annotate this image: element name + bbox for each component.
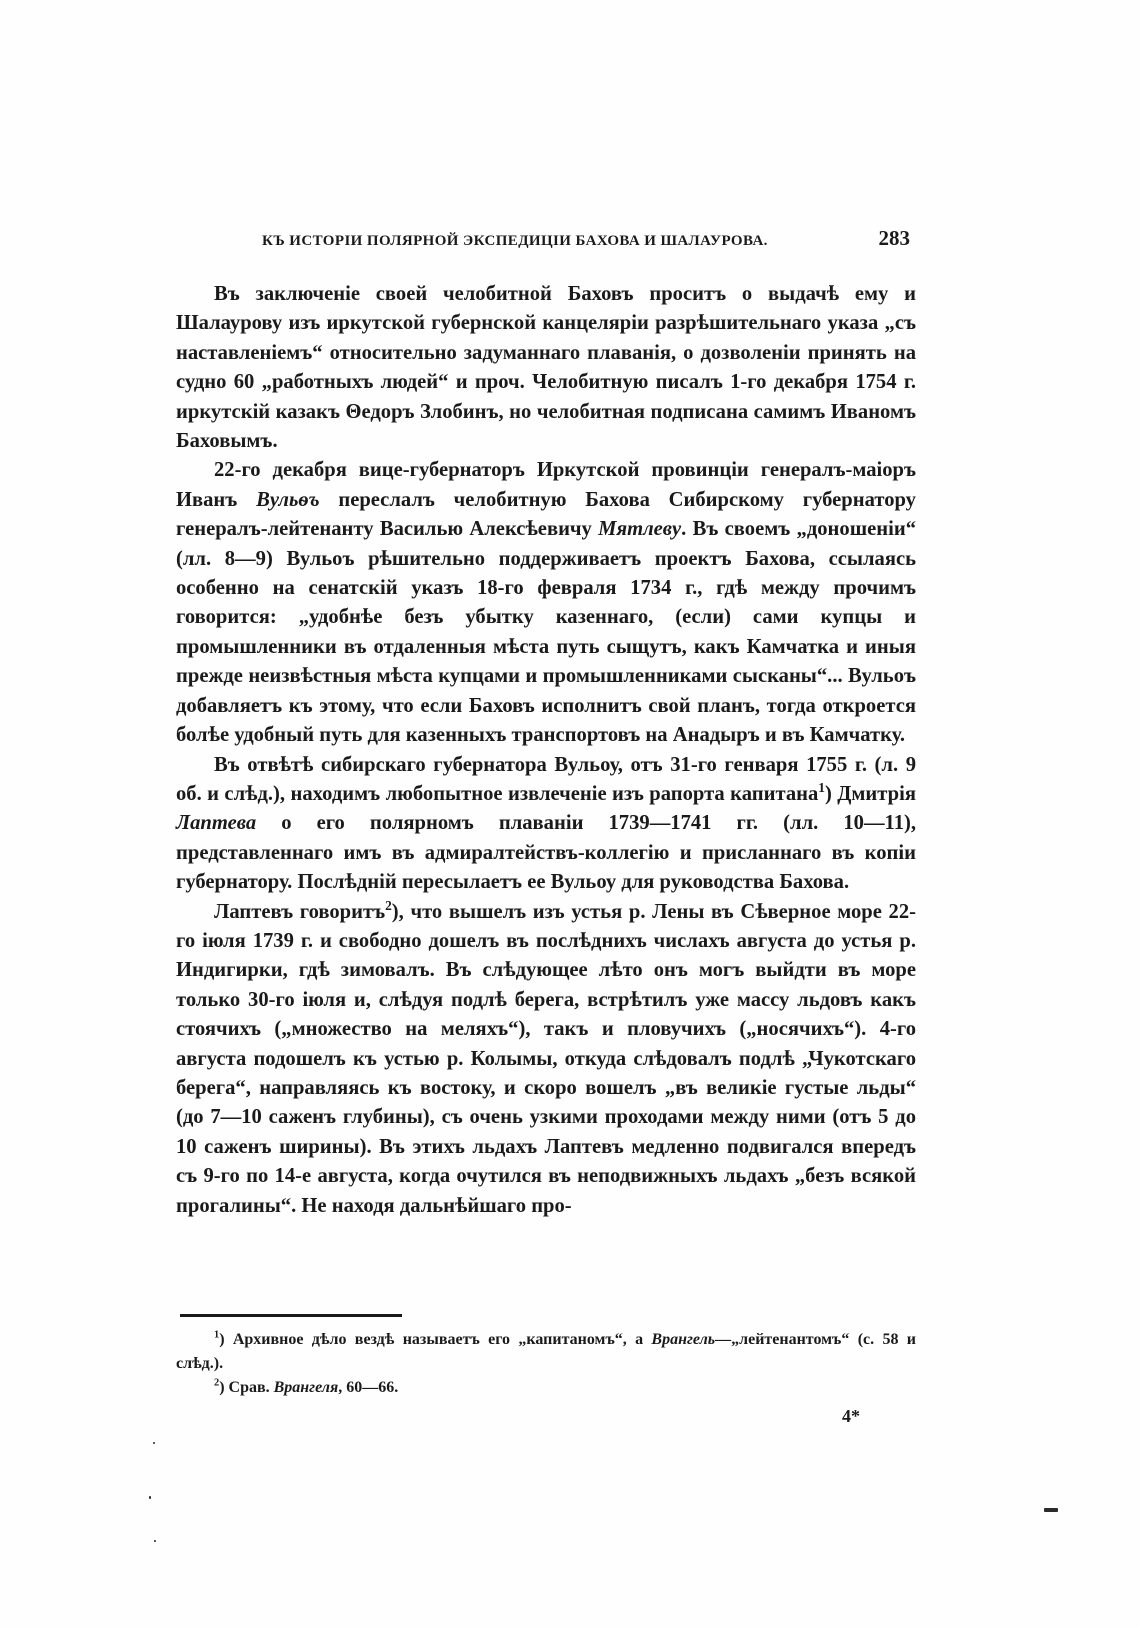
footnote-2: $^2$) Срав. Врангеля, 60—66. [214,1377,399,1396]
scan-speck [154,1540,156,1542]
scan-speck [153,1442,155,1444]
person-name-wrangel-genitive: Врангеля [273,1379,339,1396]
person-name-myatlev: Мятлеву [598,518,682,541]
person-name-wrangel: Врангель [651,1331,716,1348]
footnote-ref-2[interactable]: 2 [385,897,392,913]
paragraph-1: Въ заключеніе своей челобитной Баховъ проситъ о выдачѣ ему и Шалаурову изъ иркутской губернской канцеляріи разрѣшительнаго указа „съ наставленіемъ“ относительно задуманнаго плаванія, о дозволеніи принять на судно 60 „работныхъ людей“ и проч. Челобитную писалъ 1-го декабря 1754 г. иркутскій казакъ Θедоръ Злобинъ, но челобитная подписана самимъ Иваномъ Баховымъ. [176,283,916,453]
footnote-1: $^1$) Архивное дѣло вездѣ называетъ его „капитаномъ“, а Врангель—„лейтенантомъ“ (с. 58 и слѣд.). [176,1329,916,1372]
main-text [176,280,916,1221]
scan-speck [149,1496,151,1499]
paragraph-4: Лаптевъ говоритъ$^2$), что вышелъ изъ устья р. Лены въ Сѣверное море 22-го іюля 1739 г. и свободно дошелъ въ послѣднихъ числахъ августа до устья р. Индигирки, гдѣ зимовалъ. Въ слѣдующее лѣто онъ могъ выйдти въ море только 30-го іюля и, слѣдуя подлѣ берега, встрѣтилъ уже массу льдовъ какъ стоячихъ („множество на меляхъ“), такъ и пловучихъ („носячихъ“). 4-го августа подошелъ къ устью р. Колымы, откуда слѣдовалъ подлѣ „Чукотскаго берега“, направляясь къ востоку, и скоро вошелъ „въ великіе густые льды“ (до 7—10 саженъ глубины), съ очень узкими проходами между ними (отъ 5 до 10 саженъ ширины). Въ этихъ льдахъ Лаптевъ медленно подвигался впередъ съ 9-го по 14-е августа, когда очутился въ неподвижныхъ льдахъ „безъ всякой прогалины“. Не находя дальнѣйшаго про- [176,897,916,1217]
paragraph-2: 22-го декабря вице-губернаторъ Иркутской провинціи генералъ-маіоръ Иванъ Вульѳъ переслалъ челобитную Бахова Сибирскому губернатору генералъ-лейтенанту Василью Алексѣевичу Мятлеву. Въ своемъ „доношеніи“ (лл. 8—9) Вульоъ рѣшительно поддерживаетъ проектъ Бахова, ссылаясь особенно на сенатскій указъ 18-го февраля 1734 г., гдѣ между прочимъ говорится: „удобнѣе безъ убытку казеннаго, (если) сами купцы и промышленники въ отдаленныя мѣста путь сыщутъ, какъ Камчатка и иныя прежде неизвѣстныя мѣста купцами и промышленниками сысканы“... Вульоъ добавляетъ къ этому, что если Баховъ исполнитъ свой планъ, тогда откроется болѣе удобный путь для казенныхъ транспортовъ на Анадыръ и въ Камчатку. [176,459,916,747]
page-number: 283 [878,226,910,250]
footnotes [176,1328,916,1400]
running-title: КЪ ИСТОРІИ ПОЛЯРНОЙ ЭКСПЕДИЦІИ БАХОВА И ШАЛАУРОВА. [262,233,768,249]
paragraph-3: Въ отвѣтѣ сибирскаго губернатора Вульоу, отъ 31-го генваря 1755 г. (л. 9 об. и слѣд.), находимъ любопытное извлеченіе изъ рапорта капитана$^1$) Дмитрія Лаптева о его полярномъ плаваніи 1739—1741 гг. (лл. 10—11), представленнаго имъ въ адмиралтействъ-коллегію и присланнаго въ копіи губернатору. Послѣдній пересылаетъ ее Вульоу для руководства Бахова. [176,753,916,894]
person-name-vulf: Вульѳъ [256,488,320,511]
person-name-laptev: Лаптева [176,812,257,835]
footnote-divider [180,1314,402,1317]
page-header [262,226,910,262]
footnote-ref-1[interactable]: 1 [818,780,825,796]
scan-speck [1044,1508,1058,1512]
signature-mark: 4* [842,1406,860,1426]
